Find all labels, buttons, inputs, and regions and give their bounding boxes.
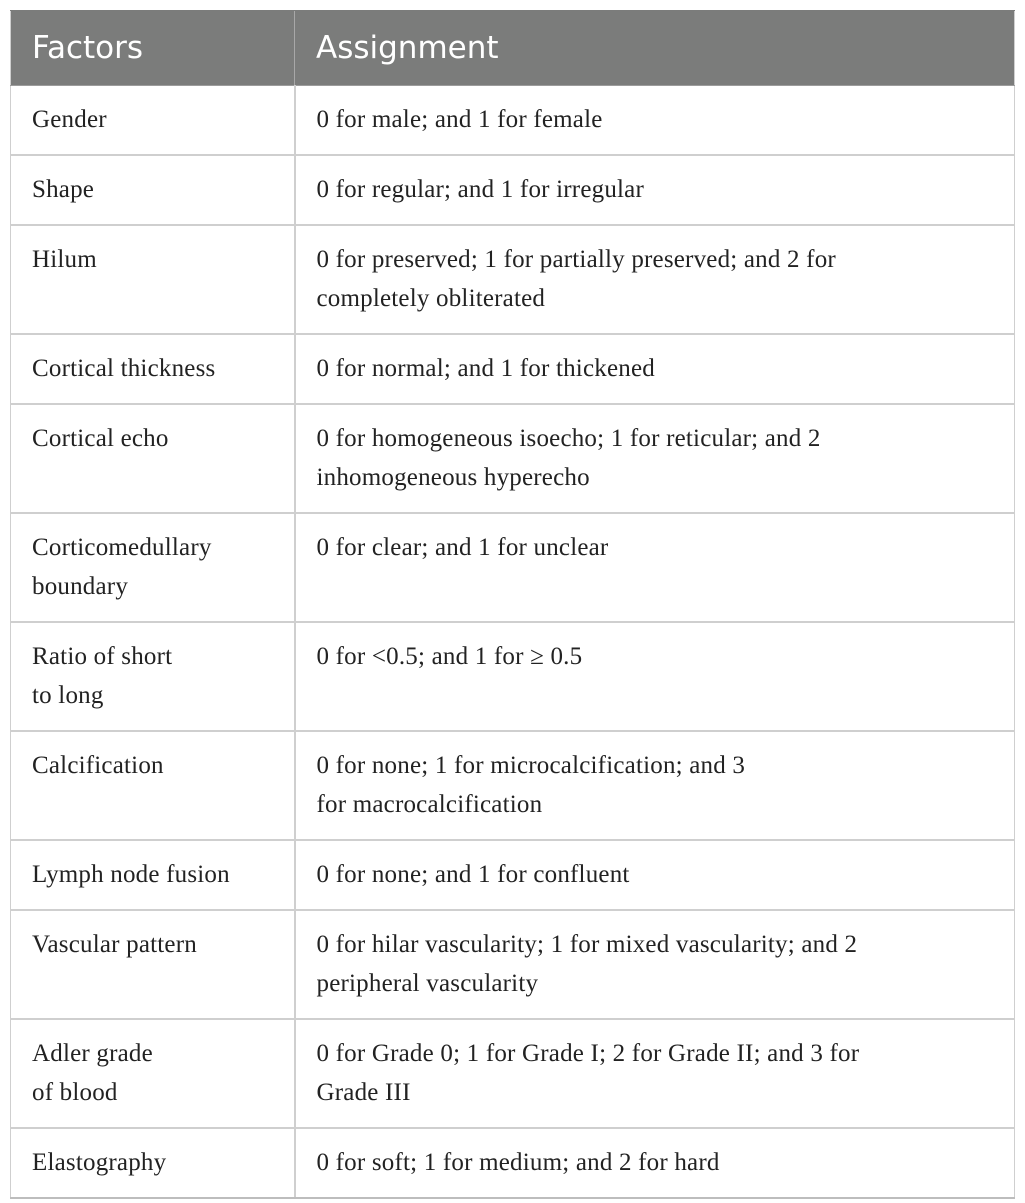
factor-cell: Elastography [11, 1128, 295, 1198]
table-row [11, 334, 1015, 404]
table-row [11, 1019, 1015, 1128]
assignment-cell: 0 for homogeneous isoecho; 1 for reticular; and 2 inhomogeneous hyperecho [295, 404, 1015, 513]
table-row [11, 225, 1015, 334]
factor-cell: Calcification [11, 731, 295, 840]
header-factors: Factors [11, 11, 295, 86]
factor-cell: Cortical echo [11, 404, 295, 513]
assignment-cell: 0 for soft; 1 for medium; and 2 for hard [295, 1128, 1015, 1198]
factor-cell: Ratio of short to long [11, 622, 295, 731]
assignment-cell: 0 for normal; and 1 for thickened [295, 334, 1015, 404]
factor-cell: Adler grade of blood [11, 1019, 295, 1128]
assignment-cell: 0 for male; and 1 for female [295, 86, 1015, 156]
table-row [11, 731, 1015, 840]
factors-assignment-table [10, 10, 1015, 1199]
factor-cell: Cortical thickness [11, 334, 295, 404]
assignment-cell: 0 for <0.5; and 1 for ≥ 0.5 [295, 622, 1015, 731]
assignment-cell: 0 for none; 1 for microcalcification; and 3 for macrocalcification [295, 731, 1015, 840]
table-body [11, 86, 1015, 1199]
assignment-cell: 0 for preserved; 1 for partially preserved; and 2 for completely obliterated [295, 225, 1015, 334]
header-assignment: Assignment [295, 11, 1015, 86]
factor-cell: Lymph node fusion [11, 840, 295, 910]
table-row [11, 622, 1015, 731]
table-row [11, 404, 1015, 513]
table-container [10, 10, 1014, 1199]
factor-cell: Corticomedullary boundary [11, 513, 295, 622]
table-row [11, 155, 1015, 225]
assignment-cell: 0 for none; and 1 for confluent [295, 840, 1015, 910]
table-row [11, 840, 1015, 910]
header-row [11, 11, 1015, 86]
table-row [11, 86, 1015, 156]
factor-cell: Vascular pattern [11, 910, 295, 1019]
table-row [11, 513, 1015, 622]
factor-cell: Gender [11, 86, 295, 156]
table-row [11, 1128, 1015, 1198]
assignment-cell: 0 for regular; and 1 for irregular [295, 155, 1015, 225]
assignment-cell: 0 for hilar vascularity; 1 for mixed vascularity; and 2 peripheral vascularity [295, 910, 1015, 1019]
factor-cell: Hilum [11, 225, 295, 334]
table-header [11, 11, 1015, 86]
assignment-cell: 0 for clear; and 1 for unclear [295, 513, 1015, 622]
table-row [11, 910, 1015, 1019]
factor-cell: Shape [11, 155, 295, 225]
assignment-cell: 0 for Grade 0; 1 for Grade I; 2 for Grade II; and 3 for Grade III [295, 1019, 1015, 1128]
